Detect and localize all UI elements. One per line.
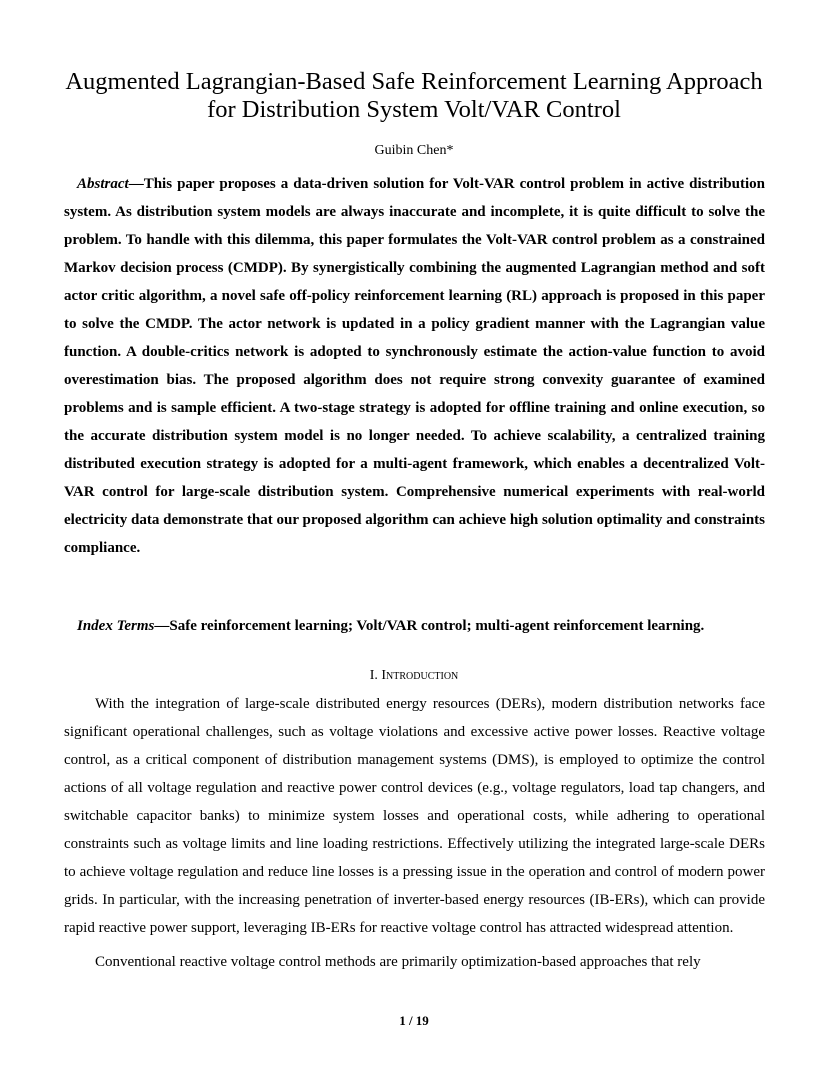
paper-title xyxy=(40,68,788,124)
paragraph: With the integration of large-scale distributed energy resources (DERs), modern distribution networks face significant operational challenges, such as voltage violations and excessive active power losses. Reactive voltage control, as a critical component of distribution management systems (DMS), is employed to optimize the control actions of all voltage regulation and reactive power control devices (e.g., voltage regulators, load tap changers, and switchable capacitor banks) to minimize system losses and operational costs, while adhering to operational constraints such as voltage limits and line loading restrictions. Effectively utilizing the integrated large-scale DERs to achieve voltage regulation and reduce line losses is a pressing issue in the operation and control of modern power grids. In particular, with the increasing penetration of inverter-based energy resources (IB-ERs), which can provide rapid reactive power support, leveraging IB-ERs for reactive voltage control has attracted widespread attention. xyxy=(64,696,765,936)
index-terms-text: —Safe reinforcement learning; Volt/VAR control; multi-agent reinforcement learning. xyxy=(154,618,705,634)
page-number: 1 / 19 xyxy=(399,1013,429,1028)
index-terms-label: Index Terms xyxy=(77,618,155,634)
body-text xyxy=(64,690,765,976)
title-line-2: for Distribution System Volt/VAR Control xyxy=(207,96,621,123)
author-name: Guibin Chen* xyxy=(374,143,454,158)
section-title: Introduction xyxy=(381,668,459,683)
section-heading xyxy=(0,666,828,686)
index-terms xyxy=(64,612,765,640)
abstract-text: —This paper proposes a data-driven solution for Volt-VAR control problem in active distribution system. As distribution system models are always inaccurate and incomplete, it is quite difficult to solve the problem. To handle with this dilemma, this paper formulates the Volt-VAR control problem as a constrained Markov decision process (CMDP). By synergistically combining the augmented Lagrangian method and soft actor critic algorithm, a novel safe off-policy reinforcement learning (RL) approach is proposed in this paper to solve the CMDP. The actor network is updated in a policy gradient manner with the Lagrangian value function. A double-critics network is adopted to synchronously estimate the action-value function to avoid overestimation bias. The proposed algorithm does not require strong convexity guarantee of examined problems and is sample efficient. A two-stage strategy is adopted for offline training and online execution, so the accurate distribution system model is no longer needed. To achieve scalability, a centralized training distributed execution strategy is adopted for a multi-agent framework, which enables a decentralized Volt-VAR control for large-scale distribution system. Comprehensive numerical experiments with real-world electricity data demonstrate that our proposed algorithm can achieve high solution optimality and constraints compliance. xyxy=(64,176,765,556)
abstract xyxy=(64,170,765,562)
title-line-1: Augmented Lagrangian-Based Safe Reinforcement Learning Approach xyxy=(65,68,763,95)
section-number: I. xyxy=(369,668,378,683)
paragraph: Conventional reactive voltage control methods are primarily optimization-based approaches that rely xyxy=(95,954,701,970)
abstract-label: Abstract xyxy=(77,176,129,192)
